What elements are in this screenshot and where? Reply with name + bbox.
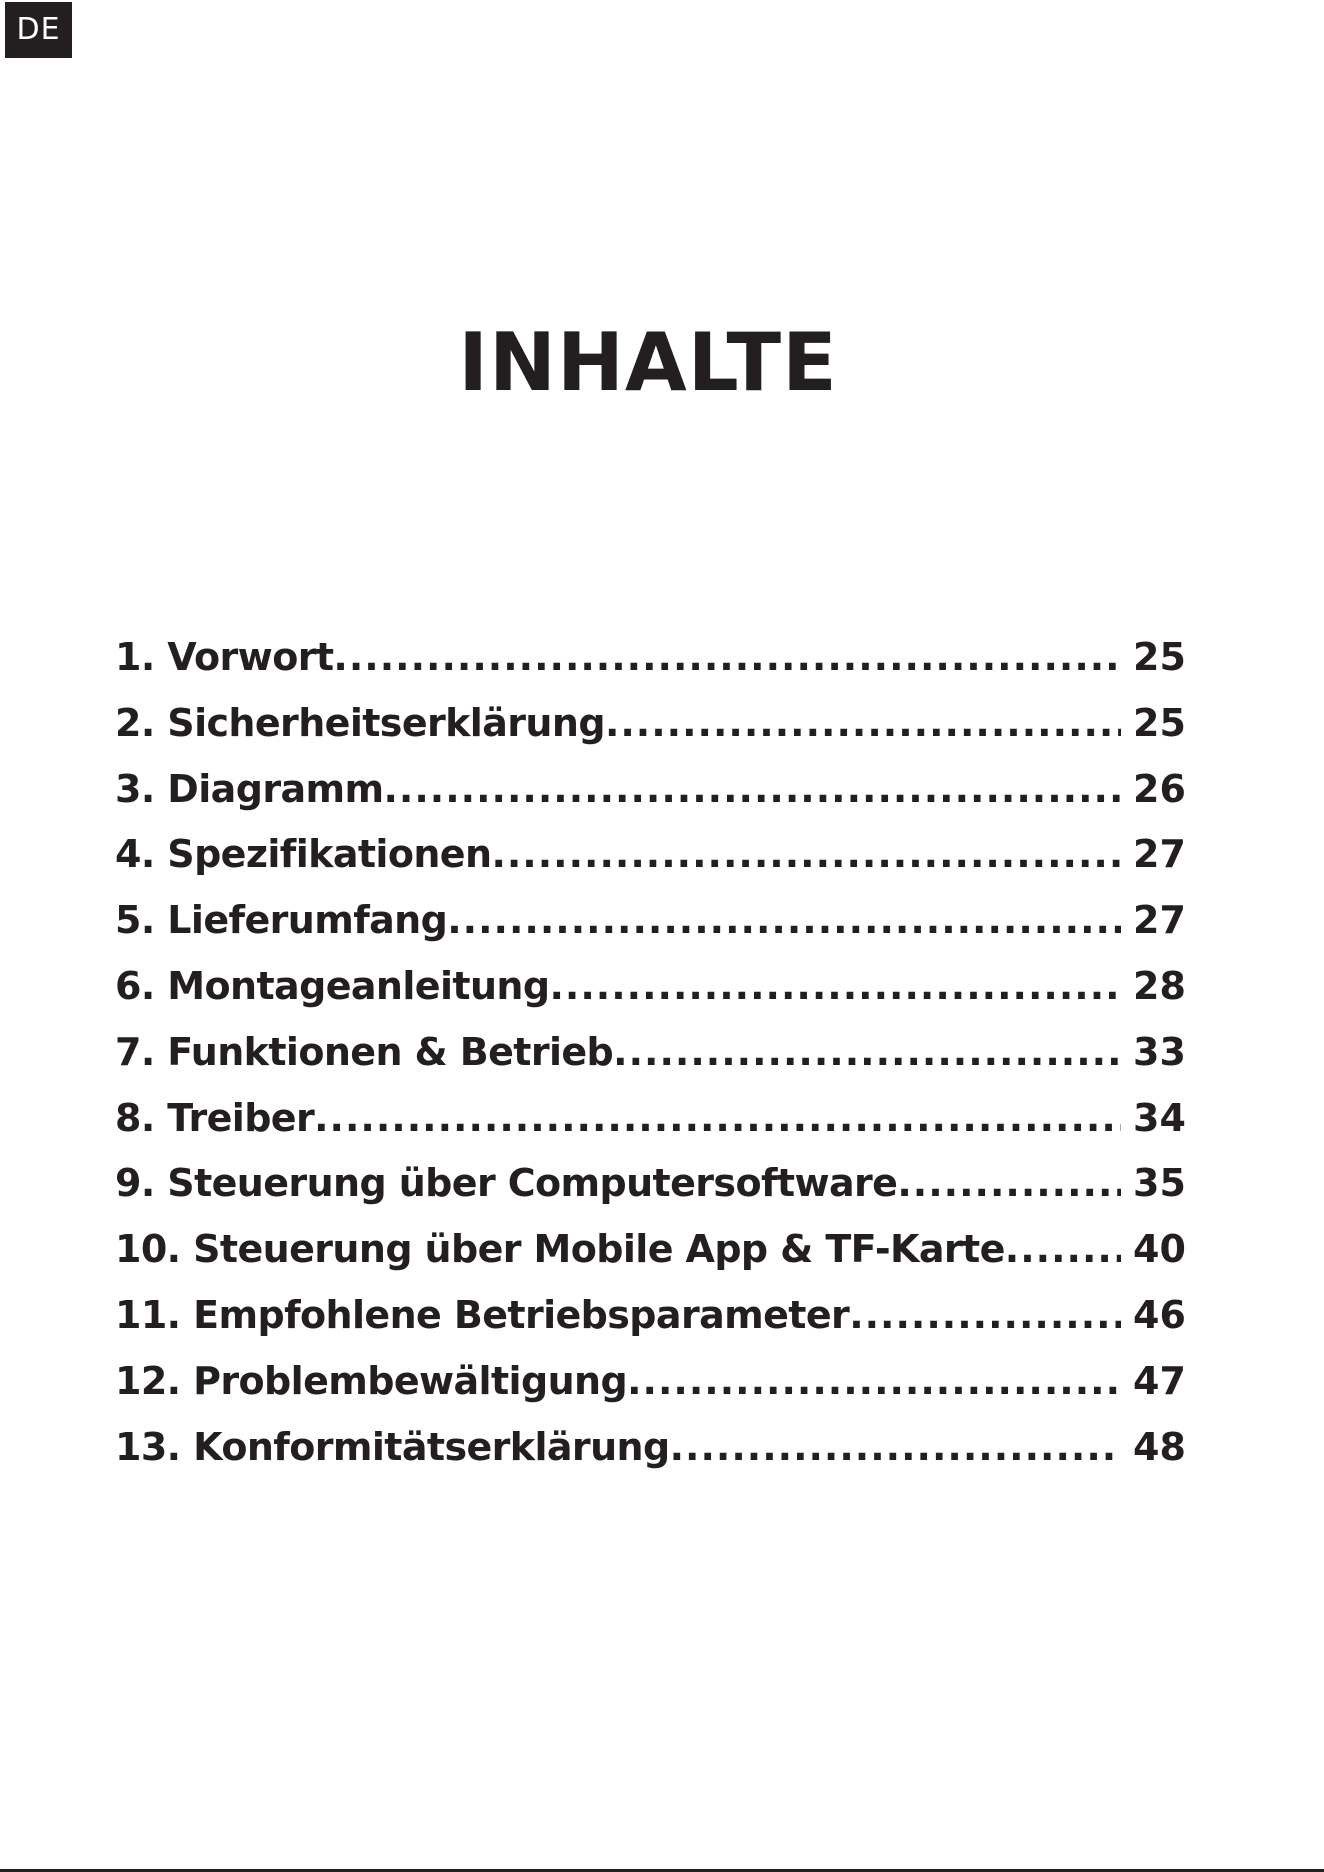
toc-entry-label: 4. Spezifikationen [115, 832, 492, 877]
toc-entry[interactable] [115, 1156, 1186, 1222]
toc-entry[interactable] [115, 959, 1186, 1025]
toc-dot-leader [897, 1156, 1121, 1211]
toc-entry[interactable] [115, 1420, 1186, 1486]
toc-entry-page: 47 [1133, 1358, 1186, 1403]
toc-entry[interactable] [115, 1222, 1186, 1288]
toc-entry-label: 5. Lieferumfang [115, 898, 448, 943]
toc-entry[interactable] [115, 1288, 1186, 1354]
page-title: INHALTE [458, 316, 838, 409]
toc-entry[interactable] [115, 827, 1186, 893]
toc-entry-label: 10. Steuerung über Mobile App & TF-Karte [115, 1227, 1005, 1272]
toc-entry-page: 33 [1133, 1029, 1186, 1074]
toc-entry[interactable] [115, 630, 1186, 696]
toc-entry-page: 40 [1133, 1227, 1186, 1272]
language-badge: DE [5, 2, 72, 58]
toc-entry-page: 26 [1133, 766, 1186, 811]
toc-entry-page: 25 [1133, 700, 1186, 745]
toc-entry-label: 7. Funktionen & Betrieb [115, 1029, 614, 1074]
toc-entry[interactable] [115, 1091, 1186, 1157]
toc-entry-page: 34 [1133, 1095, 1186, 1140]
toc-entry-label: 1. Vorwort [115, 635, 334, 679]
toc-dot-leader [314, 1091, 1121, 1146]
toc-entry-page: 48 [1133, 1424, 1186, 1469]
toc-entry-page: 28 [1133, 963, 1186, 1008]
toc-dot-leader [849, 1288, 1121, 1343]
table-of-contents [115, 630, 1186, 1485]
toc-entry-label: 3. Diagramm [115, 766, 384, 811]
toc-entry-label: 12. Problembewältigung [115, 1358, 628, 1403]
toc-entry-label: 11. Empfohlene Betriebsparameter [115, 1292, 850, 1337]
toc-entry[interactable] [115, 1354, 1186, 1420]
toc-entry[interactable] [115, 1025, 1186, 1091]
toc-entry-page: 25 [1133, 635, 1186, 679]
toc-dot-leader [447, 893, 1121, 948]
toc-dot-leader [1005, 1222, 1121, 1277]
toc-dot-leader [670, 1420, 1121, 1475]
toc-entry[interactable] [115, 696, 1186, 762]
toc-entry-label: 13. Konformitätserklärung [115, 1424, 670, 1469]
toc-entry-page: 27 [1133, 898, 1186, 943]
toc-dot-leader [627, 1354, 1121, 1409]
toc-entry[interactable] [115, 762, 1186, 828]
toc-dot-leader [605, 696, 1121, 751]
toc-dot-leader [384, 762, 1122, 817]
toc-entry[interactable] [115, 893, 1186, 959]
toc-dot-leader [613, 1025, 1121, 1080]
toc-entry-label: 6. Montageanleitung [115, 963, 550, 1008]
toc-dot-leader [491, 827, 1121, 882]
toc-entry-label: 2. Sicherheitserklärung [115, 700, 605, 745]
toc-dot-leader [333, 630, 1121, 685]
toc-entry-page: 35 [1133, 1161, 1186, 1206]
toc-entry-page: 46 [1133, 1292, 1186, 1337]
toc-entry-label: 9. Steuerung über Computersoftware [115, 1161, 898, 1206]
toc-entry-page: 27 [1133, 832, 1186, 877]
toc-dot-leader [549, 959, 1121, 1014]
toc-entry-label: 8. Treiber [115, 1095, 315, 1140]
